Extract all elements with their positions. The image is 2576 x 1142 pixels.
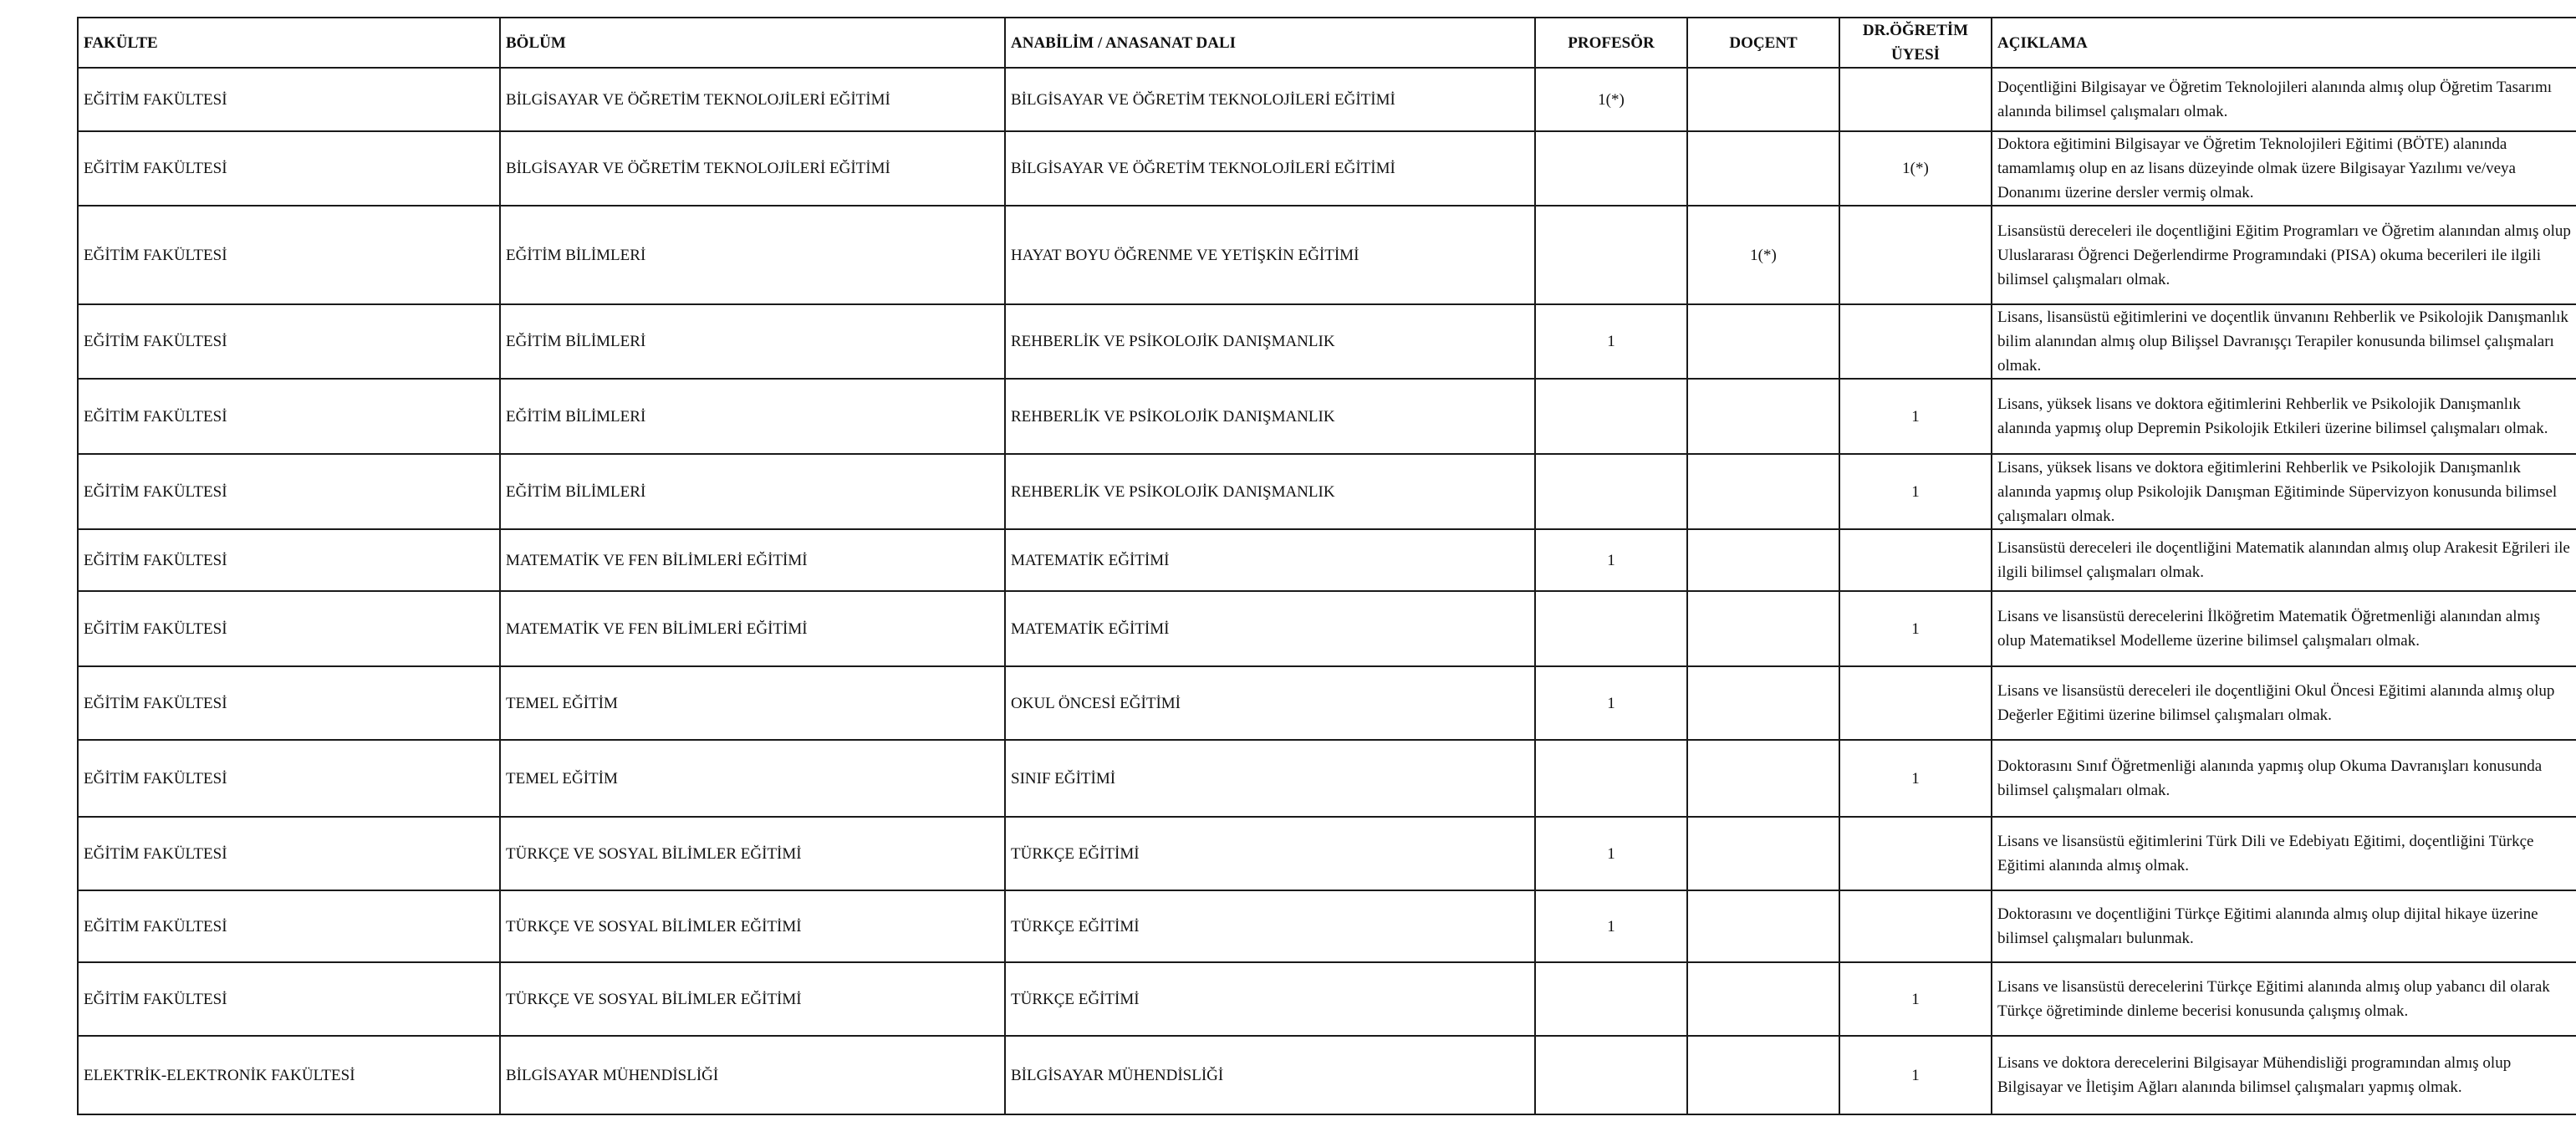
associate-count [1687,68,1839,131]
lecturer-count [1839,68,1992,131]
table-row [78,206,2576,304]
department-cell: TÜRKÇE VE SOSYAL BİLİMLER EĞİTİMİ [500,890,1005,962]
associate-count [1687,666,1839,740]
faculty-cell: EĞİTİM FAKÜLTESİ [78,962,500,1036]
associate-count [1687,1036,1839,1114]
discipline-cell: TÜRKÇE EĞİTİMİ [1005,962,1535,1036]
table-row [78,962,2576,1036]
discipline-cell: BİLGİSAYAR VE ÖĞRETİM TEKNOLOJİLERİ EĞİTİMİ [1005,68,1535,131]
discipline-cell: SINIF EĞİTİMİ [1005,740,1535,817]
department-cell: BİLGİSAYAR VE ÖĞRETİM TEKNOLOJİLERİ EĞİTİMİ [500,131,1005,206]
table-row [78,740,2576,817]
table-row [78,131,2576,206]
header-lecturer: DR.ÖĞRETİM ÜYESİ [1839,18,1992,68]
department-cell: TÜRKÇE VE SOSYAL BİLİMLER EĞİTİMİ [500,817,1005,890]
lecturer-count [1839,817,1992,890]
discipline-cell: OKUL ÖNCESİ EĞİTİMİ [1005,666,1535,740]
description-cell: Doçentliğini Bilgisayar ve Öğretim Teknolojileri alanında almış olup Öğretim Tasarımı alanında bilimsel çalışmaları olmak. [1992,68,2576,131]
faculty-cell: EĞİTİM FAKÜLTESİ [78,890,500,962]
faculty-cell: EĞİTİM FAKÜLTESİ [78,666,500,740]
associate-count [1687,817,1839,890]
lecturer-count [1839,890,1992,962]
faculty-cell: EĞİTİM FAKÜLTESİ [78,131,500,206]
department-cell: MATEMATİK VE FEN BİLİMLERİ EĞİTİMİ [500,529,1005,591]
discipline-cell: TÜRKÇE EĞİTİMİ [1005,890,1535,962]
header-row [78,18,2576,68]
professor-count [1535,591,1687,666]
lecturer-count [1839,206,1992,304]
discipline-cell: BİLGİSAYAR VE ÖĞRETİM TEKNOLOJİLERİ EĞİTİMİ [1005,131,1535,206]
associate-count [1687,131,1839,206]
department-cell: MATEMATİK VE FEN BİLİMLERİ EĞİTİMİ [500,591,1005,666]
professor-count [1535,206,1687,304]
lecturer-count [1839,666,1992,740]
discipline-cell: REHBERLİK VE PSİKOLOJİK DANIŞMANLIK [1005,454,1535,529]
department-cell: BİLGİSAYAR VE ÖĞRETİM TEKNOLOJİLERİ EĞİTİMİ [500,68,1005,131]
faculty-cell: EĞİTİM FAKÜLTESİ [78,454,500,529]
lecturer-count: 1 [1839,962,1992,1036]
professor-count: 1(*) [1535,68,1687,131]
table-row [78,379,2576,454]
description-cell: Lisans ve lisansüstü dereceleri ile doçentliğini Okul Öncesi Eğitimi alanında almış olup Değerler Eğitimi üzerine bilimsel çalışmaları olmak. [1992,666,2576,740]
associate-count [1687,304,1839,379]
description-cell: Doktorasını ve doçentliğini Türkçe Eğitimi alanında almış olup dijital hikaye üzerine bilimsel çalışmaları bulunmak. [1992,890,2576,962]
department-cell: TEMEL EĞİTİM [500,740,1005,817]
professor-count: 1 [1535,817,1687,890]
department-cell: TEMEL EĞİTİM [500,666,1005,740]
department-cell: EĞİTİM BİLİMLERİ [500,454,1005,529]
table-row [78,68,2576,131]
faculty-cell: EĞİTİM FAKÜLTESİ [78,68,500,131]
professor-count [1535,454,1687,529]
table-row [78,890,2576,962]
department-cell: EĞİTİM BİLİMLERİ [500,206,1005,304]
description-cell: Lisans ve doktora derecelerini Bilgisayar Mühendisliği programından almış olup Bilgisayar ve İletişim Ağları alanında bilimsel çalışmaları yapmış olmak. [1992,1036,2576,1114]
faculty-cell: EĞİTİM FAKÜLTESİ [78,379,500,454]
discipline-cell: MATEMATİK EĞİTİMİ [1005,591,1535,666]
associate-count: 1(*) [1687,206,1839,304]
lecturer-count [1839,304,1992,379]
description-cell: Lisans ve lisansüstü derecelerini Türkçe Eğitimi alanında almış olup yabancı dil olarak Türkçe öğretiminde dinleme becerisi konusunda çalışmış olmak. [1992,962,2576,1036]
table-row [78,454,2576,529]
professor-count: 1 [1535,890,1687,962]
table-body [78,68,2576,1114]
description-cell: Doktora eğitimini Bilgisayar ve Öğretim Teknolojileri Eğitimi (BÖTE) alanında tamamlamış olup en az lisans düzeyinde olmak üzere Bilgisayar Yazılımı ve/veya Donanımı üzerine dersler vermiş olmak. [1992,131,2576,206]
lecturer-count [1839,529,1992,591]
department-cell: EĞİTİM BİLİMLERİ [500,304,1005,379]
faculty-cell: EĞİTİM FAKÜLTESİ [78,817,500,890]
header-description: AÇIKLAMA [1992,18,2576,68]
professor-count: 1 [1535,529,1687,591]
associate-count [1687,529,1839,591]
professor-count [1535,740,1687,817]
table-row [78,817,2576,890]
lecturer-count: 1 [1839,379,1992,454]
header-professor: PROFESÖR [1535,18,1687,68]
associate-count [1687,890,1839,962]
faculty-cell: EĞİTİM FAKÜLTESİ [78,740,500,817]
table-row [78,591,2576,666]
faculty-cell: EĞİTİM FAKÜLTESİ [78,206,500,304]
associate-count [1687,962,1839,1036]
header-faculty: FAKÜLTE [78,18,500,68]
description-cell: Lisans, lisansüstü eğitimlerini ve doçentlik ünvanını Rehberlik ve Psikolojik Danışmanlık bilim alanından almış olup Bilişsel Davranışçı Terapiler konusunda bilimsel çalışmaları olmak. [1992,304,2576,379]
faculty-cell: EĞİTİM FAKÜLTESİ [78,304,500,379]
table-row [78,304,2576,379]
associate-count [1687,591,1839,666]
description-cell: Lisansüstü dereceleri ile doçentliğini Matematik alanından almış olup Arakesit Eğrileri ile ilgili bilimsel çalışmaları olmak. [1992,529,2576,591]
associate-count [1687,740,1839,817]
description-cell: Lisansüstü dereceleri ile doçentliğini Eğitim Programları ve Öğretim alanından almış olup Uluslararası Öğrenci Değerlendirme Programındaki (PISA) okuma becerileri ile ilgili bilimsel çalışmaları olmak. [1992,206,2576,304]
professor-count [1535,1036,1687,1114]
discipline-cell: REHBERLİK VE PSİKOLOJİK DANIŞMANLIK [1005,304,1535,379]
discipline-cell: HAYAT BOYU ÖĞRENME VE YETİŞKİN EĞİTİMİ [1005,206,1535,304]
professor-count: 1 [1535,666,1687,740]
header-associate: DOÇENT [1687,18,1839,68]
lecturer-count: 1(*) [1839,131,1992,206]
associate-count [1687,454,1839,529]
table-row [78,529,2576,591]
lecturer-count: 1 [1839,591,1992,666]
faculty-cell: ELEKTRİK-ELEKTRONİK FAKÜLTESİ [78,1036,500,1114]
department-cell: EĞİTİM BİLİMLERİ [500,379,1005,454]
positions-table [77,17,2576,1115]
faculty-cell: EĞİTİM FAKÜLTESİ [78,529,500,591]
discipline-cell: MATEMATİK EĞİTİMİ [1005,529,1535,591]
discipline-cell: TÜRKÇE EĞİTİMİ [1005,817,1535,890]
table-row [78,666,2576,740]
lecturer-count: 1 [1839,454,1992,529]
professor-count [1535,131,1687,206]
description-cell: Doktorasını Sınıf Öğretmenliği alanında yapmış olup Okuma Davranışları konusunda bilimsel çalışmaları olmak. [1992,740,2576,817]
description-cell: Lisans ve lisansüstü derecelerini İlköğretim Matematik Öğretmenliği alanından almış olup Matematiksel Modelleme üzerine bilimsel çalışmaları olmak. [1992,591,2576,666]
header-department: BÖLÜM [500,18,1005,68]
faculty-cell: EĞİTİM FAKÜLTESİ [78,591,500,666]
professor-count [1535,379,1687,454]
lecturer-count: 1 [1839,740,1992,817]
discipline-cell: REHBERLİK VE PSİKOLOJİK DANIŞMANLIK [1005,379,1535,454]
professor-count: 1 [1535,304,1687,379]
discipline-cell: BİLGİSAYAR MÜHENDİSLİĞİ [1005,1036,1535,1114]
description-cell: Lisans, yüksek lisans ve doktora eğitimlerini Rehberlik ve Psikolojik Danışmanlık alanında yapmış olup Psikolojik Danışman Eğitiminde Süpervizyon konusunda bilimsel çalışmaları olmak. [1992,454,2576,529]
description-cell: Lisans, yüksek lisans ve doktora eğitimlerini Rehberlik ve Psikolojik Danışmanlık alanında yapmış olup Depremin Psikolojik Etkileri üzerine bilimsel çalışmaları olmak. [1992,379,2576,454]
table-row [78,1036,2576,1114]
description-cell: Lisans ve lisansüstü eğitimlerini Türk Dili ve Edebiyatı Eğitimi, doçentliğini Türkçe Eğitimi alanında almış olmak. [1992,817,2576,890]
associate-count [1687,379,1839,454]
professor-count [1535,962,1687,1036]
department-cell: BİLGİSAYAR MÜHENDİSLİĞİ [500,1036,1005,1114]
header-discipline: ANABİLİM / ANASANAT DALI [1005,18,1535,68]
department-cell: TÜRKÇE VE SOSYAL BİLİMLER EĞİTİMİ [500,962,1005,1036]
lecturer-count: 1 [1839,1036,1992,1114]
